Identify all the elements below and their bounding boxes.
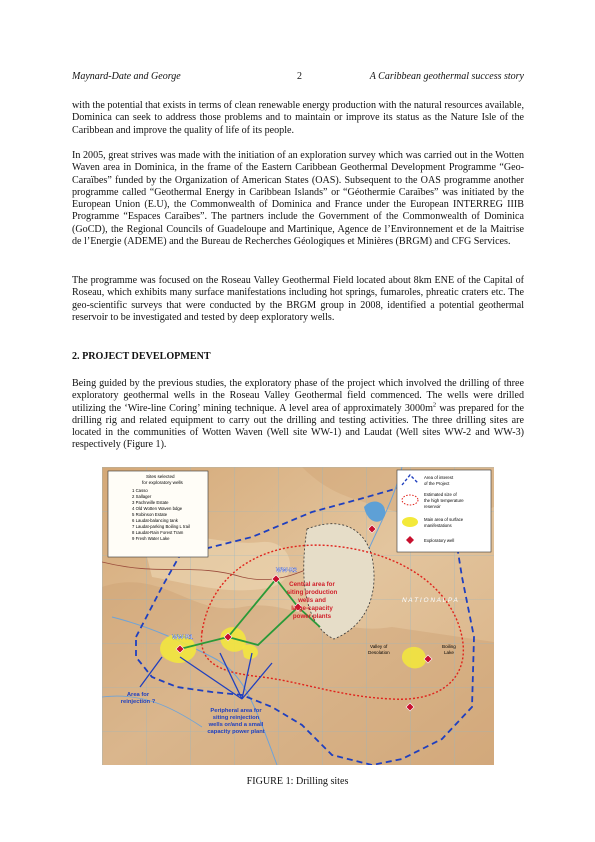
legend-item2-line2: the high temperature	[424, 498, 464, 503]
site-item-1: 1 Casso	[132, 488, 148, 493]
site-item-7: 7 Laudat-parking Boiling L trail	[132, 524, 190, 529]
site-item-8: 8 Laudat-Rain Forest Tram	[132, 530, 184, 535]
reinjection-line-1: Area for	[126, 692, 150, 698]
legend-item3-line1: Main area of surface	[424, 517, 464, 522]
paragraph-intro-continuation: with the potential that exists in terms of clean renewable energy production with the natural resources available, Dominica can seek to address those problems and to maintain or improve its status as the Nature Isle of the Caribbean and improve the quality of life of its people.	[72, 100, 524, 136]
central-line-4: large-capacity	[291, 605, 333, 612]
site-item-6: 6 Laudat-balancing tank	[132, 518, 178, 523]
sites-list-box	[108, 471, 208, 557]
running-header	[72, 71, 524, 85]
figure-caption: FIGURE 1: Drilling sites	[246, 776, 349, 787]
central-line-1: Central area for	[289, 581, 335, 588]
central-line-2: siting production	[286, 589, 338, 596]
section-heading: 2. PROJECT DEVELOPMENT	[72, 351, 211, 362]
peripheral-line-1: Peripheral area for	[210, 708, 262, 714]
map-legend	[397, 470, 491, 552]
label-boiling-1: Boiling	[442, 644, 456, 649]
sites-box-title-2: for exploratory wells	[142, 480, 183, 485]
label-ww-r1: WW-R1	[172, 635, 193, 641]
legend-item3-line2: manifestations	[424, 523, 452, 528]
legend-item1-line2: of the Project	[424, 481, 450, 486]
site-item-4: 4 Old Wotten Waven bdge	[132, 506, 183, 511]
legend-item4: Exploratory well	[424, 538, 455, 543]
p4-text-before: Being guided by the previous studies, the exploratory phase of the project which involved the drilling of three exploratory geothermal wells in the Roseau Valley Geothermal field commenced. The wells were drilled utilizing the ‘Wire-line Coring’ mining technique. A level area of approximately 3000m	[72, 378, 524, 414]
legend-manifestation-swatch	[402, 517, 418, 527]
peripheral-line-2: siting reinjection	[212, 715, 260, 721]
header-authors: Maynard-Date and George	[72, 71, 181, 82]
site-item-9: 9 Fresh Water Lake	[132, 536, 170, 541]
legend-item2-line3: reservoir	[424, 504, 441, 509]
reinjection-line-2: reinjection ?	[120, 699, 156, 705]
peripheral-line-4: capacity power plant	[207, 729, 265, 735]
site-item-5: 5 Robinson Estate	[132, 512, 168, 517]
central-line-3: wells and	[298, 597, 326, 604]
p4-superscript: 2	[432, 401, 437, 409]
label-valley-2: Desolation	[368, 650, 390, 655]
site-item-2: 2 Sallager	[132, 494, 152, 499]
label-boiling-2: Lake	[444, 650, 454, 655]
peripheral-area-label	[207, 708, 264, 735]
drilling-sites-map	[102, 467, 494, 765]
page-number: 2	[297, 71, 302, 82]
site-item-3: 3 Pachrwille Estate	[132, 500, 169, 505]
label-valley-1: Valley of	[370, 644, 388, 649]
sites-box-title-1: Sites selected	[146, 474, 175, 479]
legend-item2-line1: Estimated size of	[424, 492, 457, 497]
paragraph-roseau-valley: The programme was focused on the Roseau Valley Geothermal Field located about 8km ENE of the Capital of Roseau, which exhibits many surface manifestations including hot springs, fumaroles, phreatic craters etc. The geo-scientific surveys that were conducted by the BRGM group in 2008, identified a potential geothermal reservoir to be investigated and tested by deep exploratory wells.	[72, 275, 524, 323]
central-line-5: power plants	[292, 613, 332, 620]
legend-item1-line1: Area of interest	[424, 475, 454, 480]
label-ww-r2: WW-R2	[276, 568, 297, 574]
label-national-park: N A T I O N A L P A	[402, 597, 458, 604]
peripheral-line-3: wells or/and a small	[208, 722, 264, 728]
p4-text-after: was prepared for the drilling rig and related equipment to carry out the drilling and testing activities. The three drilling sites are located in the communities of Wotten Waven (Well site WW-1) and Laudat (Well sites WW-2 and WW-3) respectively (Figure 1).	[72, 402, 524, 451]
paragraph-project-development	[72, 378, 524, 452]
paragraph-exploration-survey: In 2005, great strives was made with the initiation of an exploration survey which was carried out in the Wotten Waven area in Dominica, in the frame of the Eastern Caribbean Geothermal Development Programme “Geo-Caraïbes” funded by the Organization of American States (OAS). Subsequent to the OAS programme another programme called “Geothermal Energy in Caribbean Islands” or “Géothermie Caraïbes” was initiated by the European Union (E.U), the Commonwealth of Dominica and France under the European INTERREG IIIB Programme “Espaces Caraïbes”. The partners include the Government of the Commonwealth of Dominica (GoCD), the Regional Councils of Guadeloupe and Martinique, Agence de l’Environnement et de la Maitrise de l’Energie (ADEME) and the Bureau de Recherches Géologiques et Minières (BRGM) and CFG Services.	[72, 150, 524, 248]
header-running-title: A Caribbean geothermal success story	[369, 71, 524, 82]
